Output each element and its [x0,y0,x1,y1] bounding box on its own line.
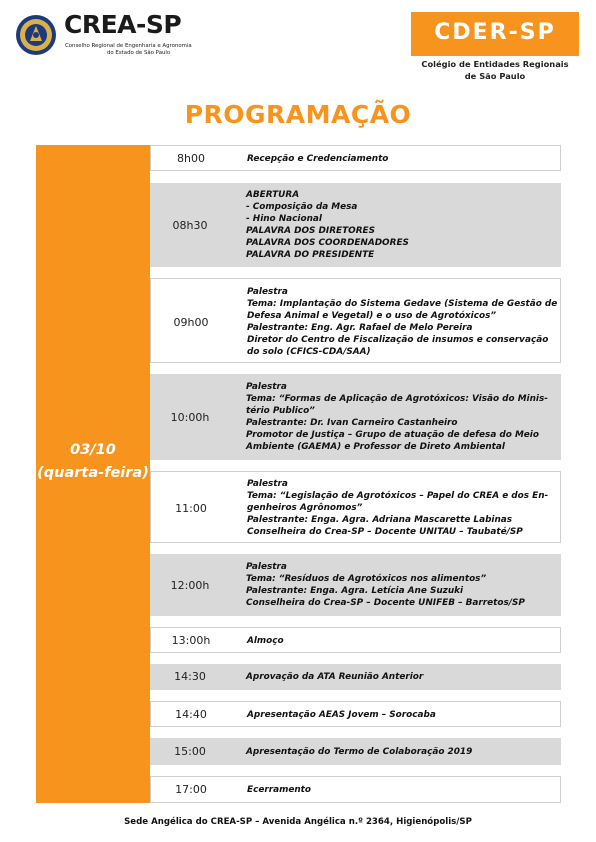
description-line: Defesa Animal e Vegetal) e o uso de Agrotóxicos” [247,311,497,321]
description-line: Tema: “Formas de Aplicação de Agrotóxicos: Visão do Minis- [246,394,548,404]
description-line: Palestra [246,382,287,392]
schedule-row [150,374,561,460]
description-line: Apresentação AEAS Jovem – Sorocaba [247,710,436,720]
description-line: Palestrante: Eng. Agr. Rafael de Melo Pereira [247,323,473,333]
description-line: Palestrante: Enga. Agra. Adriana Mascarette Labinas [247,515,513,525]
description-line: Recepção e Credenciamento [247,154,389,164]
description-line: Ambiente (GAEMA) e Professor de Direto Ambiental [246,442,505,452]
schedule-description [246,381,555,453]
footer-address: Sede Angélica do CREA-SP – Avenida Angélica n.º 2364, Higienópolis/SP [124,817,472,827]
schedule-description [246,671,555,683]
schedule-time: 11:00 [175,502,207,515]
schedule-description [246,189,555,261]
schedule-time: 08h30 [172,219,208,232]
description-line: Conselheira do Crea-SP – Docente UNITAU – Taubaté/SP [247,527,523,537]
schedule-time: 14:30 [174,670,206,683]
schedule-row [150,471,561,543]
schedule-row [150,145,561,171]
schedule-description [247,709,554,721]
description-line: Conselheira do Crea-SP – Docente UNIFEB – Barretos/SP [246,598,525,608]
cder-subtitle-line2: de São Paulo [464,71,526,81]
description-line: Palestra [247,479,288,489]
description-line: PALAVRA DO PRESIDENTE [246,250,375,260]
schedule-row [150,554,561,616]
day-column [36,145,150,803]
schedule-row [150,627,561,653]
schedule-row [150,664,561,690]
description-line: Almoço [247,636,284,646]
description-line: Palestra [247,287,288,297]
schedule-row [150,278,561,363]
crea-seal-icon [15,14,57,56]
description-line: Tema: “Resíduos de Agrotóxicos nos alimentos” [246,574,487,584]
schedule-row [150,738,561,765]
schedule-description [247,635,554,647]
crea-subtitle-line1: Conselho Regional de Engenharia e Agronomia [65,43,192,49]
schedule-time: 10:00h [170,411,210,424]
day-weekday: (quarta-feira) [37,465,149,481]
description-line: Palestra [246,562,287,572]
schedule-row [150,701,561,727]
description-line: Aprovação da ATA Reunião Anterior [246,672,424,682]
schedule-row [150,776,561,803]
schedule-time: 8h00 [177,152,205,165]
schedule-time: 14:40 [175,708,207,721]
description-line: - Hino Nacional [246,214,322,224]
schedule-row [150,183,561,267]
schedule-description [246,746,555,758]
description-line: do solo (CFICS-CDA/SAA) [247,347,371,357]
description-line: PALAVRA DOS DIRETORES [246,226,375,236]
description-line: tério Publico” [246,406,315,416]
schedule-description [247,478,554,538]
schedule-description [247,153,554,165]
description-line: Promotor de Justiça – Grupo de atuação de defesa do Meio [246,430,539,440]
schedule-time: 12:00h [170,579,210,592]
description-line: PALAVRA DOS COORDENADORES [246,238,409,248]
crea-subtitle-line2: do Estado de São Paulo [107,50,171,56]
description-line: Palestrante: Enga. Agra. Letícia Ane Suzuki [246,586,464,596]
description-line: - Composição da Mesa [246,202,358,212]
cder-logo [411,12,579,56]
description-line: Tema: “Legislação de Agrotóxicos – Papel do CREA e dos En- [247,491,549,501]
description-line: Ecerramento [247,785,312,795]
description-line: Diretor do Centro de Fiscalização de insumos e conservação [247,335,549,345]
crea-title: CREA-SP [64,10,182,39]
day-date: 03/10 [70,442,116,458]
description-line: genheiros Agrônomos” [247,503,363,513]
description-line: Tema: Implantação do Sistema Gedave (Sistema de Gestão de [247,299,558,309]
cder-subtitle-line1: Colégio de Entidades Regionais [421,59,569,69]
schedule-description [246,561,555,609]
page-title: PROGRAMAÇÃO [184,100,412,129]
description-line: ABERTURA [246,190,300,200]
crea-logo [15,12,245,62]
schedule-description [247,286,558,358]
schedule-description [247,784,554,796]
description-line: Apresentação do Termo de Colaboração 2019 [246,747,473,757]
cder-title: CDER-SP [434,20,556,45]
schedule-time: 09h00 [173,316,209,329]
description-line: Palestrante: Dr. Ivan Carneiro Castanheiro [246,418,458,428]
schedule-time: 13:00h [171,634,211,647]
schedule-time: 17:00 [175,783,207,796]
schedule-time: 15:00 [174,745,206,758]
